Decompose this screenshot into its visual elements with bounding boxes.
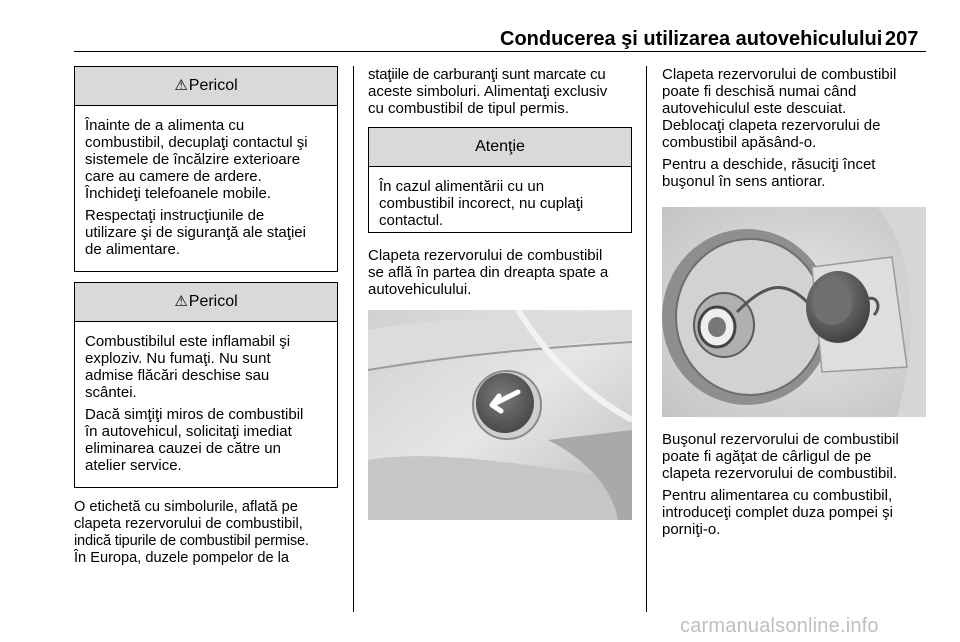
danger-box-header [75, 283, 337, 322]
fuel-flap-photo [368, 310, 632, 520]
column-3-bottom [662, 431, 926, 543]
warning-triangle-icon: ⚠ [174, 77, 188, 94]
danger-box-body [75, 106, 337, 271]
column-divider-2 [646, 66, 647, 612]
body-text: staţiile de carburanţi sunt marcate cu aceste simboluri. Alimentaţi exclusiv cu combustibil de tipul permis. [368, 66, 608, 117]
header-rule [74, 51, 926, 52]
paragraph: În cazul alimentării cu un combustibil incorect, nu cuplaţi contactul. [379, 178, 584, 229]
body-text: O etichetă cu simbolurile, aflată pe clapeta rezervorului de combustibil, indică tipurile de combustibil permise. În Europa, duzele pompelor de la [74, 499, 309, 566]
column-2 [368, 66, 632, 303]
paragraph: Înainte de a alimenta cu combustibil, decuplaţi contactul şi sistemele de încălzire exterioare care au camere de ardere. Închideţi telefoanele mobile. [85, 117, 308, 202]
danger-box-header [75, 67, 337, 106]
body-text: Pentru alimentarea cu combustibil, introduceţi complet duza pompei şi porniţi-o. [662, 487, 893, 538]
body-text: Clapeta rezervorului de combustibil se află în partea din dreapta spate a autovehiculului. [368, 247, 609, 298]
body-text: Clapeta rezervorului de combustibil poate fi deschisă numai când autovehiculul este descuiat. Deblocaţi clapeta rezervorului de combustibil apăsând-o. [662, 66, 897, 151]
danger-box-title: Pericol [188, 77, 238, 94]
notice-box-body [369, 167, 631, 242]
column-divider-1 [353, 66, 354, 612]
warning-triangle-icon: ⚠ [174, 293, 188, 310]
page-number: 207 [885, 28, 919, 50]
fuel-cap-illustration [662, 207, 926, 417]
danger-box-title: Pericol [188, 293, 238, 310]
page-title: Conducerea şi utilizarea autovehiculului [500, 28, 883, 50]
danger-box-2 [74, 282, 338, 488]
fuel-flap-illustration [368, 310, 632, 520]
paragraph: Combustibilul este inflamabil şi exploziv. Nu fumaţi. Nu sunt admise flăcări deschise sau scântei. [85, 333, 291, 401]
danger-box-1 [74, 66, 338, 272]
paragraph: Dacă simţiţi miros de combustibil în autovehicul, solicitaţi imediat eliminarea cauzei de către un atelier service. [85, 406, 304, 474]
paragraph: Respectaţi instrucţiunile de utilizare şi de siguranţă ale staţiei de alimentare. [85, 207, 306, 258]
fuel-cap-photo [662, 207, 926, 417]
notice-box [368, 127, 632, 233]
danger-box-body [75, 322, 337, 487]
notice-box-header: Atenţie [369, 128, 631, 167]
body-text: Pentru a deschide, răsuciţi încet buşonul în sens antiorar. [662, 156, 876, 190]
column-1 [74, 66, 338, 572]
watermark: carmanualsonline.info [680, 615, 879, 637]
body-text: Buşonul rezervorului de combustibil poate fi agăţat de cârligul de pe clapeta rezervorului de combustibil. [662, 431, 899, 482]
column-3 [662, 66, 926, 195]
